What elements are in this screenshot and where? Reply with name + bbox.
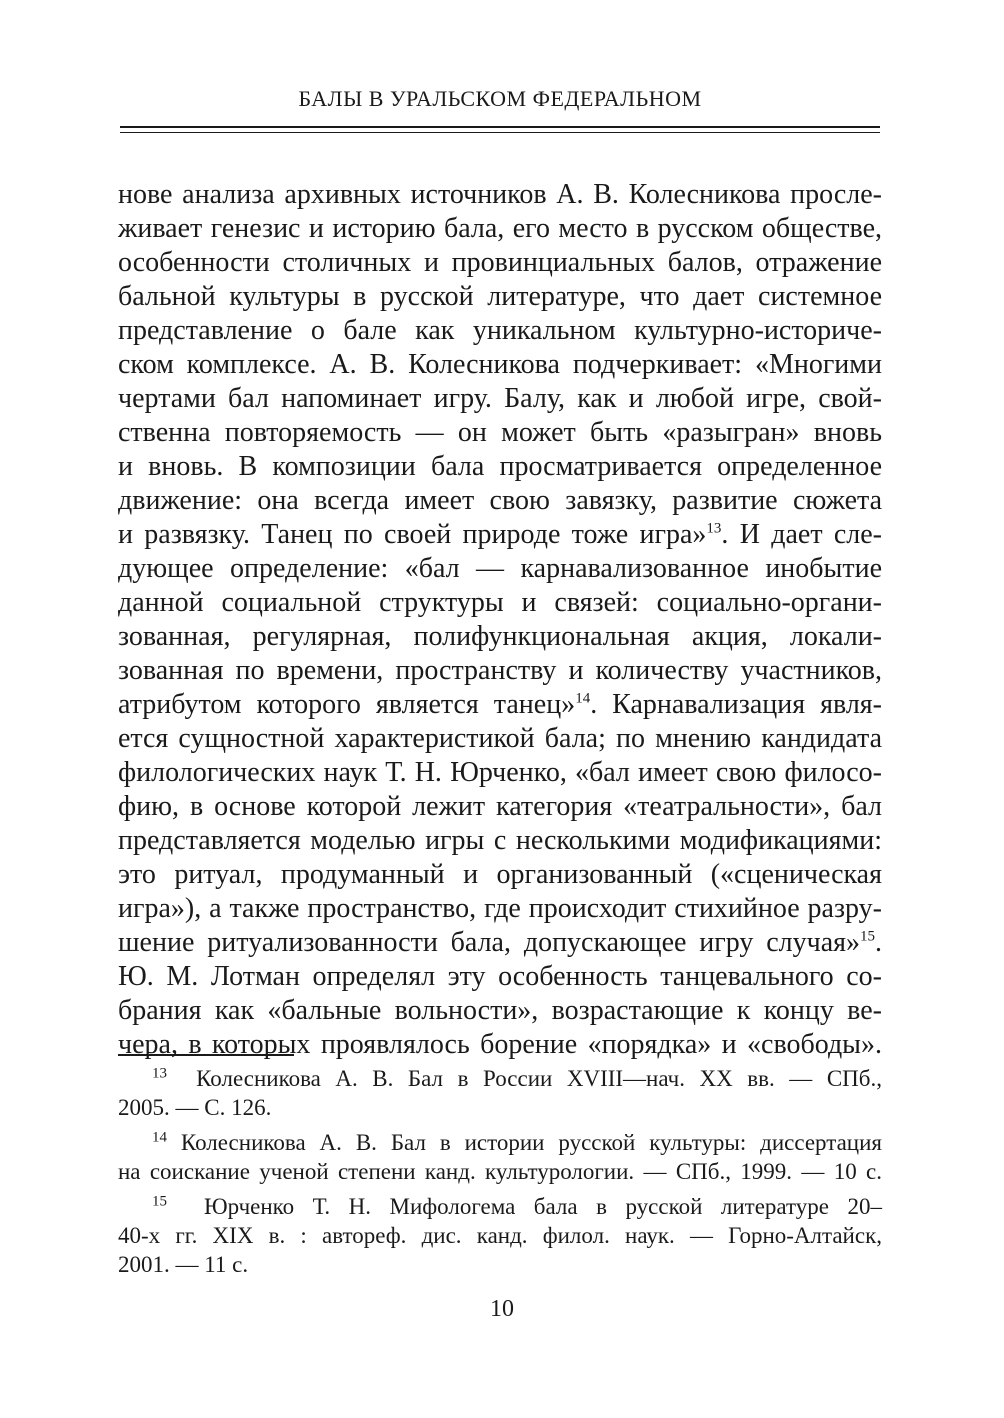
footnote-ref-14[interactable]: 14 <box>575 690 591 707</box>
footnote-line: 2005. — С. 126. <box>118 1095 272 1120</box>
footnote-text: Колесникова А. В. Бал в истории русской культуры: диссертация <box>180 1130 882 1155</box>
body-line: Ю. М. Лотман определял эту особенность танцевального со- <box>118 961 882 992</box>
footnote-separator <box>118 1054 294 1056</box>
body-text-fragment: атрибутом которого является танец» <box>118 689 576 720</box>
body-line: филологических наук Т. Н. Юрченко, «бал имеет свою филосо- <box>118 757 882 788</box>
body-text <box>118 178 882 1062</box>
body-line: особенности столичных и провинциальных балов, отражение <box>118 247 882 278</box>
body-line: данной социальной структуры и связей: социально-органи- <box>118 587 882 618</box>
body-line-with-footnote-14 <box>118 688 882 722</box>
footnote-line: на соискание ученой степени канд. культурологии. — СПб., 1999. — 10 с. <box>118 1159 882 1184</box>
footnote-text: Колесникова А. В. Бал в России XVIII—нач. XX вв. — СПб., <box>196 1066 882 1091</box>
footnote-number: 15 <box>152 1193 167 1210</box>
body-line: зованная по времени, пространству и количеству участников, <box>118 655 882 686</box>
body-line: это ритуал, продуманный и организованный («сценическая <box>118 859 882 890</box>
footnote-number: 13 <box>152 1065 167 1082</box>
body-line: чертами бал напоминает игру. Балу, как и любой игре, свой- <box>118 383 882 414</box>
body-line: брания как «бальные вольности», возрастающие к концу ве- <box>118 995 882 1026</box>
footnote-ref-13[interactable]: 13 <box>706 520 722 537</box>
running-header: БАЛЫ В УРАЛЬСКОМ ФЕДЕРАЛЬНОМ <box>298 86 702 111</box>
body-line: дующее определение: «бал — карнавализованное инобытие <box>118 553 882 584</box>
body-line: зованная, регулярная, полифункциональная акция, локали- <box>118 621 882 652</box>
header-rule-thin <box>120 132 880 133</box>
body-line: игра»), а также пространство, где происходит стихийное разру- <box>118 893 882 924</box>
body-line: ется сущностной характеристикой бала; по мнению кандидата <box>118 723 882 754</box>
body-line: живает генезис и историю бала, его место в русском обществе, <box>118 213 882 244</box>
page-number: 10 <box>490 1296 514 1322</box>
footnote-text: Юрченко Т. Н. Мифологема бала в русской литературе 20– <box>204 1194 882 1219</box>
body-text-fragment: . <box>875 927 882 958</box>
footnote-ref-15[interactable]: 15 <box>860 928 875 945</box>
header-rule-thick <box>120 126 880 128</box>
body-line-with-footnote-13 <box>118 518 882 552</box>
footnote-15 <box>118 1192 882 1279</box>
body-line: и вновь. В композиции бала просматривается определенное <box>118 451 882 482</box>
footnote-line <box>118 1064 882 1093</box>
footnote-line: 2001. — 11 с. <box>118 1252 249 1277</box>
body-line: ском комплексе. А. В. Колесникова подчеркивает: «Многими <box>118 349 882 380</box>
footnote-line <box>118 1128 882 1157</box>
body-line: нове анализа архивных источников А. В. Колесникова просле- <box>118 179 882 210</box>
body-line: ственна повторяемость — он может быть «разыгран» вновь <box>118 417 882 448</box>
body-text-fragment: . И дает сле- <box>721 519 882 550</box>
body-text-fragment: и развязку. Танец по своей природе тоже игра» <box>118 519 707 550</box>
footnotes <box>118 1064 882 1279</box>
body-line: движение: она всегда имеет свою завязку, развитие сюжета <box>118 485 882 516</box>
body-text-fragment: шение ритуализованности бала, допускающее игру случая» <box>118 927 860 958</box>
body-line: представляется моделью игры с несколькими модификациями: <box>118 825 882 856</box>
body-line: фию, в основе которой лежит категория «театральности», бал <box>118 791 882 822</box>
body-line: чера, в которых проявлялось борение «порядка» и «свободы». <box>118 1029 882 1060</box>
body-line-with-footnote-15 <box>118 926 882 960</box>
footnote-14 <box>118 1128 882 1186</box>
footnote-13 <box>118 1064 882 1122</box>
footnote-line <box>118 1192 882 1221</box>
body-line: представление о бале как уникальном культурно-историче- <box>118 315 882 346</box>
body-line: бальной культуры в русской литературе, что дает системное <box>118 281 882 312</box>
footnote-number: 14 <box>152 1129 167 1146</box>
body-text-fragment: . Карнавализация явля- <box>590 689 883 720</box>
footnote-line: 40-х гг. XIX в. : автореф. дис. канд. филол. наук. — Горно-Алтайск, <box>118 1223 882 1248</box>
